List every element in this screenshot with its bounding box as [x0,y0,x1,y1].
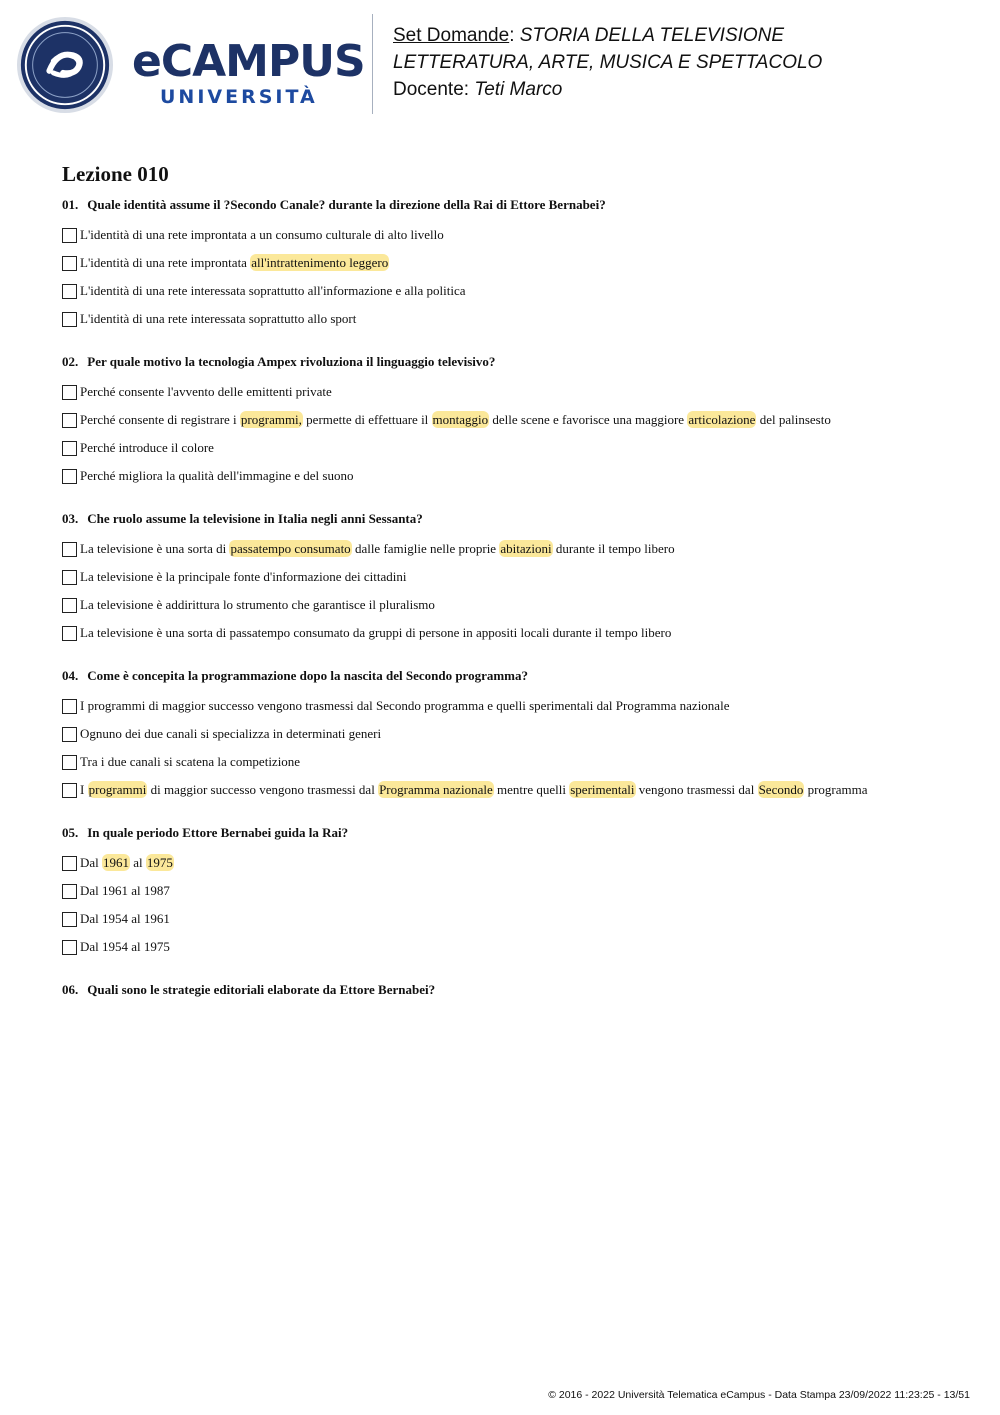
answer-text-part: La televisione è addirittura lo strumento che garantisce il pluralismo [80,597,435,612]
lesson-title: Lezione 010 [62,162,169,186]
highlighted-text: all'intrattenimento leggero [251,255,389,270]
answer-text-part: di maggior successo vengono trasmessi dal [147,782,379,797]
answer-option [62,720,962,748]
answer-text-part: I [80,782,88,797]
answer-text-part: L'identità di una rete interessata soprattutto allo sport [80,311,357,326]
answer-option [62,619,962,647]
answer-text-part: Tra i due canali si scatena la competizione [80,754,301,769]
question-block [62,353,962,490]
answer-text [80,855,174,871]
answer-text-part: L'identità di una rete improntata [80,255,251,270]
answer-text-part: dalle famiglie nelle proprie [351,541,500,556]
answer-option [62,591,962,619]
highlighted-text: articolazione [688,412,756,427]
answer-option [62,877,962,905]
answer-option [62,249,962,277]
highlighted-text: Programma nazionale [379,782,493,797]
highlighted-text: 1961 [103,855,130,870]
teacher-name: Teti Marco [474,79,563,100]
answer-text-part: L'identità di una rete improntata a un consumo culturale di alto livello [80,227,444,242]
checkbox-icon[interactable] [62,699,77,714]
highlighted-text: sperimentali [570,782,635,797]
answer-text-part: vengono trasmessi dal [635,782,758,797]
answer-text [80,440,214,456]
question-block [62,196,962,333]
answer-text [80,698,729,714]
header-divider [372,14,373,114]
answer-option [62,277,962,305]
question-text [62,824,962,842]
question-label: Come è concepita la programmazione dopo la nascita del Secondo programma? [87,668,529,683]
answer-text [80,625,671,641]
answer-text-part: La televisione è una sorta di passatempo consumato da gruppi di persone in appositi locali durante il tempo libero [80,625,672,640]
checkbox-icon[interactable] [62,598,77,613]
answer-text-part: Perché consente l'avvento delle emittenti private [80,384,332,399]
highlighted-text: passatempo consumato [230,541,351,556]
answer-text [80,468,353,484]
checkbox-icon[interactable] [62,312,77,327]
answer-option [62,406,962,434]
highlighted-text: abitazioni [500,541,552,556]
answer-text [80,384,332,400]
answer-option [62,221,962,249]
answer-option [62,462,962,490]
answer-option [62,535,962,563]
answer-text-part: Dal [80,855,103,870]
question-text [62,510,962,528]
highlighted-text: programmi, [240,412,302,427]
highlighted-text: programmi [88,782,147,797]
answer-text [80,412,831,428]
answer-option [62,933,962,961]
question-number: 01. [62,197,79,212]
answer-text-part: mentre quelli [493,782,570,797]
answer-text [80,227,444,243]
checkbox-icon[interactable] [62,413,77,428]
answer-text-part: Perché migliora la qualità dell'immagine e del suono [80,468,354,483]
answer-text-part: del palinsesto [756,412,831,427]
checkbox-icon[interactable] [62,228,77,243]
checkbox-icon[interactable] [62,570,77,585]
answer-text-part: Perché consente di registrare i [80,412,240,427]
question-number: 06. [62,982,79,997]
answer-text [80,883,170,899]
question-block [62,667,962,804]
question-text [62,196,962,214]
teacher-label: Docente [393,79,464,100]
answer-text-part: La televisione è la principale fonte d'informazione dei cittadini [80,569,407,584]
question-label: In quale periodo Ettore Bernabei guida la Rai? [87,825,349,840]
answer-option [62,748,962,776]
answer-text-part: I programmi di maggior successo vengono trasmessi dal Secondo programma e quelli sperimentali dal Programma nazionale [80,698,730,713]
question-number: 04. [62,668,79,683]
ecampus-seal-logo-icon [16,16,114,114]
answer-text-part: Dal 1961 al 1987 [80,883,170,898]
highlighted-text: Secondo [758,782,804,797]
checkbox-icon[interactable] [62,626,77,641]
question-label: Quali sono le strategie editoriali elaborate da Ettore Bernabei? [87,982,436,997]
answer-text-part: durante il tempo libero [552,541,675,556]
question-block [62,510,962,647]
question-number: 05. [62,825,79,840]
question-list [62,196,962,1006]
answer-text [80,255,389,271]
answer-text [80,939,170,955]
question-number: 03. [62,511,79,526]
checkbox-icon[interactable] [62,542,77,557]
highlighted-text: montaggio [432,412,489,427]
answer-option [62,905,962,933]
checkbox-icon[interactable] [62,856,77,871]
checkbox-icon[interactable] [62,441,77,456]
question-block [62,824,962,961]
page-footer: © 2016 - 2022 Università Telematica eCampus - Data Stampa 23/09/2022 11:23:25 - 13/51 [548,1389,970,1401]
checkbox-icon[interactable] [62,284,77,299]
checkbox-icon[interactable] [62,912,77,927]
course-title-2: LETTERATURA, ARTE, MUSICA E SPETTACOLO [393,52,823,73]
course-title-1: STORIA DELLA TELEVISIONE [519,25,785,46]
page-header [0,0,1000,130]
answer-option [62,776,962,804]
answer-text-part: La televisione è una sorta di [80,541,230,556]
answer-text-part: Ognuno dei due canali si specializza in determinati generi [80,726,382,741]
answer-text [80,911,170,927]
checkbox-icon[interactable] [62,884,77,899]
question-number: 02. [62,354,79,369]
question-label: Per quale motivo la tecnologia Ampex rivoluziona il linguaggio televisivo? [87,354,496,369]
answer-text-part: Dal 1954 al 1975 [80,939,170,954]
answer-option [62,563,962,591]
answer-text-part: L'identità di una rete interessata soprattutto all'informazione e alla politica [80,283,466,298]
question-label: Che ruolo assume la televisione in Italia negli anni Sessanta? [87,511,423,526]
answer-text [80,782,868,798]
checkbox-icon[interactable] [62,727,77,742]
answer-text [80,541,675,557]
checkbox-icon[interactable] [62,385,77,400]
question-label: Quale identità assume il ?Secondo Canale? durante la direzione della Rai di Ettore Bernabei? [87,197,606,212]
answer-option [62,305,962,333]
teacher-line: Docente: Teti Marco [393,79,563,100]
answer-text-part: Perché introduce il colore [80,440,214,455]
brand-subtitle: UNIVERSITÀ [160,86,318,108]
checkbox-icon[interactable] [62,469,77,484]
brand-wordmark: eCAMPUS [132,36,365,87]
answer-text-part: al [130,855,146,870]
question-text [62,667,962,685]
answer-text [80,726,381,742]
answer-text [80,597,435,613]
answer-text-part: Dal 1954 al 1961 [80,911,170,926]
course-info [393,22,822,103]
answer-option [62,692,962,720]
answer-text [80,569,407,585]
answer-text [80,311,356,327]
answer-text-part: permette di effettuare il [302,412,432,427]
answer-option [62,378,962,406]
question-text [62,981,962,999]
course-line-1: Set Domande: STORIA DELLA TELEVISIONE [393,25,785,46]
question-text [62,353,962,371]
checkbox-icon[interactable] [62,755,77,770]
answer-option [62,849,962,877]
checkbox-icon[interactable] [62,783,77,798]
answer-text [80,754,300,770]
checkbox-icon[interactable] [62,940,77,955]
checkbox-icon[interactable] [62,256,77,271]
set-label: Set Domande [393,25,510,46]
question-block [62,981,962,999]
answer-text [80,283,466,299]
answer-option [62,434,962,462]
answer-text-part: delle scene e favorisce una maggiore [489,412,688,427]
highlighted-text: 1975 [146,855,173,870]
answer-text-part: programma [804,782,868,797]
